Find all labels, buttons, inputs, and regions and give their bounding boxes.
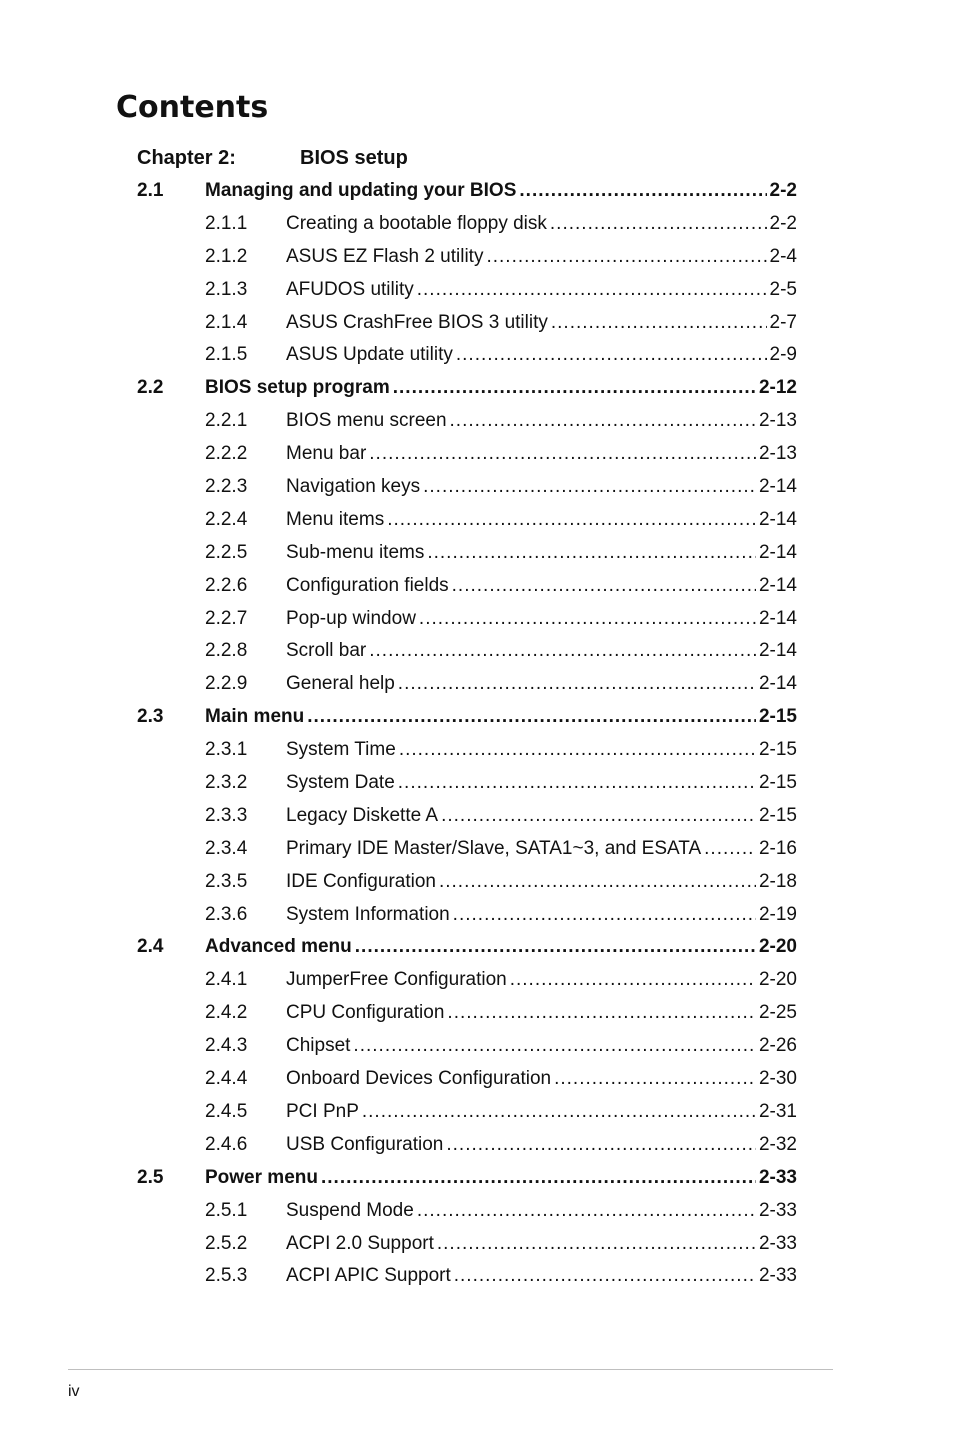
entry-title: Menu bar [286,443,367,465]
entry-number: 2.2.9 [205,673,248,695]
toc-subsection-entry[interactable] [0,405,954,438]
dot-leader [453,899,756,932]
page-title: Contents [116,90,269,125]
entry-page-number: 2-15 [758,739,797,761]
table-of-contents [0,175,954,1293]
dot-leader [519,175,766,208]
entry-title: Chipset [286,1035,351,1057]
dot-leader [398,767,756,800]
entry-page-number: 2-30 [758,1068,797,1090]
entry-leader-line [286,866,797,899]
entry-title: Scroll bar [286,640,367,662]
entry-number: 2.1.4 [205,311,248,333]
entry-page-number: 2-20 [758,936,797,958]
entry-leader-line [286,241,797,274]
entry-number: 2.4.5 [205,1100,248,1122]
entry-page-number: 2-31 [758,1100,797,1122]
entry-leader-line [286,800,797,833]
dot-leader [417,1195,756,1228]
toc-subsection-entry[interactable] [0,208,954,241]
entry-title: Navigation keys [286,476,421,498]
dot-leader [419,603,756,636]
entry-page-number: 2-14 [758,673,797,695]
entry-page-number: 2-5 [769,278,797,300]
toc-subsection-entry[interactable] [0,241,954,274]
entry-number: 2.1.1 [205,212,248,234]
entry-number: 2.4.1 [205,969,248,991]
toc-subsection-entry[interactable] [0,1129,954,1162]
toc-subsection-entry[interactable] [0,767,954,800]
entry-title: Configuration fields [286,574,449,596]
entry-title: Managing and updating your BIOS [205,180,517,201]
entry-title: Menu items [286,508,385,530]
entry-leader-line [205,1162,797,1195]
toc-subsection-entry[interactable] [0,1063,954,1096]
dot-leader [393,372,756,405]
entry-leader-line [286,537,797,570]
entry-title: ASUS CrashFree BIOS 3 utility [286,311,548,333]
dot-leader [398,668,756,701]
entry-leader-line [286,1030,797,1063]
entry-page-number: 2-32 [758,1133,797,1155]
toc-subsection-entry[interactable] [0,997,954,1030]
dot-leader [446,1129,756,1162]
entry-number: 2.4.3 [205,1035,248,1057]
toc-subsection-entry[interactable] [0,570,954,603]
entry-title: Suspend Mode [286,1199,414,1221]
dot-leader [551,307,767,340]
entry-leader-line [286,668,797,701]
entry-page-number: 2-16 [758,837,797,859]
entry-page-number: 2-4 [769,245,797,267]
entry-number: 2.1.2 [205,245,248,267]
entry-leader-line [205,175,797,208]
entry-number: 2.4 [137,936,164,958]
toc-subsection-entry[interactable] [0,1195,954,1228]
toc-subsection-entry[interactable] [0,833,954,866]
entry-page-number: 2-13 [758,443,797,465]
entry-number: 2.5.2 [205,1232,248,1254]
entry-number: 2.2.7 [205,607,248,629]
dot-leader [450,405,756,438]
dot-leader [486,241,766,274]
entry-title: Advanced menu [205,936,352,958]
toc-subsection-entry[interactable] [0,1030,954,1063]
entry-page-number: 2-33 [758,1232,797,1254]
entry-title: AFUDOS utility [286,278,414,300]
toc-subsection-entry[interactable] [0,1228,954,1261]
entry-page-number: 2-14 [758,476,797,498]
toc-subsection-entry[interactable] [0,866,954,899]
entry-leader-line [286,504,797,537]
entry-leader-line [205,931,797,964]
toc-section-entry[interactable] [0,701,954,734]
dot-leader [704,833,756,866]
entry-number: 2.1 [137,180,164,201]
page-number: iv [68,1383,80,1400]
entry-number: 2.1.3 [205,278,248,300]
dot-leader [353,1030,756,1063]
entry-title: IDE Configuration [286,870,436,892]
entry-leader-line [286,1260,797,1293]
entry-number: 2.2.2 [205,443,248,465]
entry-page-number: 2-14 [758,574,797,596]
entry-leader-line [286,1096,797,1129]
dot-leader [423,471,756,504]
dot-leader [362,1096,756,1129]
dot-leader [439,866,756,899]
entry-page-number: 2-15 [758,706,797,728]
entry-leader-line [286,405,797,438]
footer-divider [68,1369,833,1370]
entry-leader-line [286,899,797,932]
dot-leader [554,1063,756,1096]
entry-number: 2.3.5 [205,870,248,892]
dot-leader [452,570,756,603]
entry-leader-line [286,964,797,997]
dot-leader [454,1260,756,1293]
entry-number: 2.1.5 [205,344,248,366]
entry-page-number: 2-14 [758,541,797,563]
toc-subsection-entry[interactable] [0,603,954,636]
entry-page-number: 2-33 [758,1166,797,1188]
dot-leader [447,997,756,1030]
dot-leader [399,734,756,767]
entry-title: PCI PnP [286,1100,359,1122]
entry-page-number: 2-33 [758,1199,797,1221]
entry-leader-line [286,1195,797,1228]
entry-number: 2.3.2 [205,772,248,794]
entry-leader-line [286,1228,797,1261]
toc-section-entry[interactable] [0,372,954,405]
entry-page-number: 2-26 [758,1035,797,1057]
entry-leader-line [286,570,797,603]
toc-subsection-entry[interactable] [0,537,954,570]
dot-leader [550,208,767,241]
toc-section-entry[interactable] [0,1162,954,1195]
toc-subsection-entry[interactable] [0,339,954,372]
entry-title: ACPI APIC Support [286,1265,451,1287]
dot-leader [387,504,756,537]
dot-leader [369,438,756,471]
entry-page-number: 2-15 [758,772,797,794]
dot-leader [427,537,756,570]
entry-page-number: 2-7 [769,311,797,333]
entry-title: Onboard Devices Configuration [286,1068,552,1090]
entry-leader-line [286,603,797,636]
entry-title: Sub-menu items [286,541,425,563]
entry-page-number: 2-9 [769,344,797,366]
entry-title: JumperFree Configuration [286,969,507,991]
entry-number: 2.5 [137,1166,164,1188]
dot-leader [417,274,767,307]
toc-subsection-entry[interactable] [0,800,954,833]
entry-title: ASUS EZ Flash 2 utility [286,245,484,267]
entry-leader-line [286,833,797,866]
entry-leader-line [286,1063,797,1096]
entry-title: CPU Configuration [286,1002,445,1024]
entry-page-number: 2-2 [769,180,797,201]
chapter-name: BIOS setup [300,147,408,169]
entry-title: System Information [286,903,450,925]
dot-leader [441,800,756,833]
entry-page-number: 2-18 [758,870,797,892]
entry-leader-line [286,471,797,504]
entry-leader-line [286,635,797,668]
entry-number: 2.2.4 [205,508,248,530]
entry-number: 2.4.4 [205,1068,248,1090]
entry-title: Primary IDE Master/Slave, SATA1~3, and ESATA [286,837,702,859]
entry-number: 2.2.5 [205,541,248,563]
entry-title: Power menu [205,1166,318,1188]
entry-number: 2.2.6 [205,574,248,596]
chapter-number: Chapter 2: [137,147,236,169]
entry-number: 2.2 [137,377,164,399]
entry-title: Legacy Diskette A [286,804,439,826]
dot-leader [321,1162,756,1195]
toc-subsection-entry[interactable] [0,1096,954,1129]
entry-title: Main menu [205,706,305,728]
entry-title: ASUS Update utility [286,344,453,366]
toc-subsection-entry[interactable] [0,964,954,997]
entry-number: 2.2.3 [205,476,248,498]
entry-number: 2.4.2 [205,1002,248,1024]
entry-page-number: 2-13 [758,410,797,432]
entry-leader-line [286,307,797,340]
toc-subsection-entry[interactable] [0,307,954,340]
entry-number: 2.3.6 [205,903,248,925]
entry-title: BIOS menu screen [286,410,447,432]
entry-number: 2.3 [137,706,164,728]
dot-leader [355,931,756,964]
entry-number: 2.3.4 [205,837,248,859]
entry-number: 2.2.1 [205,410,248,432]
toc-subsection-entry[interactable] [0,1260,954,1293]
dot-leader [369,635,756,668]
toc-subsection-entry[interactable] [0,734,954,767]
toc-section-entry[interactable] [0,175,954,208]
entry-leader-line [286,1129,797,1162]
entry-page-number: 2-33 [758,1265,797,1287]
entry-number: 2.3.1 [205,739,248,761]
toc-section-entry[interactable] [0,931,954,964]
entry-number: 2.5.1 [205,1199,248,1221]
toc-subsection-entry[interactable] [0,668,954,701]
dot-leader [456,339,767,372]
toc-subsection-entry[interactable] [0,274,954,307]
entry-number: 2.3.3 [205,804,248,826]
entry-title: Creating a bootable floppy disk [286,212,547,234]
toc-subsection-entry[interactable] [0,899,954,932]
entry-page-number: 2-14 [758,607,797,629]
entry-title: ACPI 2.0 Support [286,1232,434,1254]
entry-leader-line [205,701,797,734]
entry-page-number: 2-25 [758,1002,797,1024]
toc-subsection-entry[interactable] [0,471,954,504]
entry-leader-line [286,339,797,372]
entry-page-number: 2-15 [758,804,797,826]
entry-title: System Time [286,739,396,761]
entry-page-number: 2-14 [758,640,797,662]
entry-leader-line [205,372,797,405]
entry-page-number: 2-2 [769,212,797,234]
entry-title: BIOS setup program [205,377,390,399]
toc-subsection-entry[interactable] [0,438,954,471]
toc-subsection-entry[interactable] [0,504,954,537]
dot-leader [437,1228,756,1261]
entry-title: System Date [286,772,395,794]
entry-leader-line [286,997,797,1030]
dot-leader [307,701,756,734]
entry-title: USB Configuration [286,1133,444,1155]
entry-page-number: 2-12 [758,377,797,399]
entry-page-number: 2-14 [758,508,797,530]
entry-page-number: 2-19 [758,903,797,925]
entry-title: Pop-up window [286,607,416,629]
entry-leader-line [286,438,797,471]
entry-leader-line [286,274,797,307]
entry-number: 2.4.6 [205,1133,248,1155]
entry-leader-line [286,767,797,800]
entry-page-number: 2-20 [758,969,797,991]
entry-title: General help [286,673,395,695]
entry-leader-line [286,734,797,767]
entry-number: 2.5.3 [205,1265,248,1287]
dot-leader [510,964,756,997]
toc-subsection-entry[interactable] [0,635,954,668]
entry-leader-line [286,208,797,241]
entry-number: 2.2.8 [205,640,248,662]
chapter-heading [137,144,537,172]
